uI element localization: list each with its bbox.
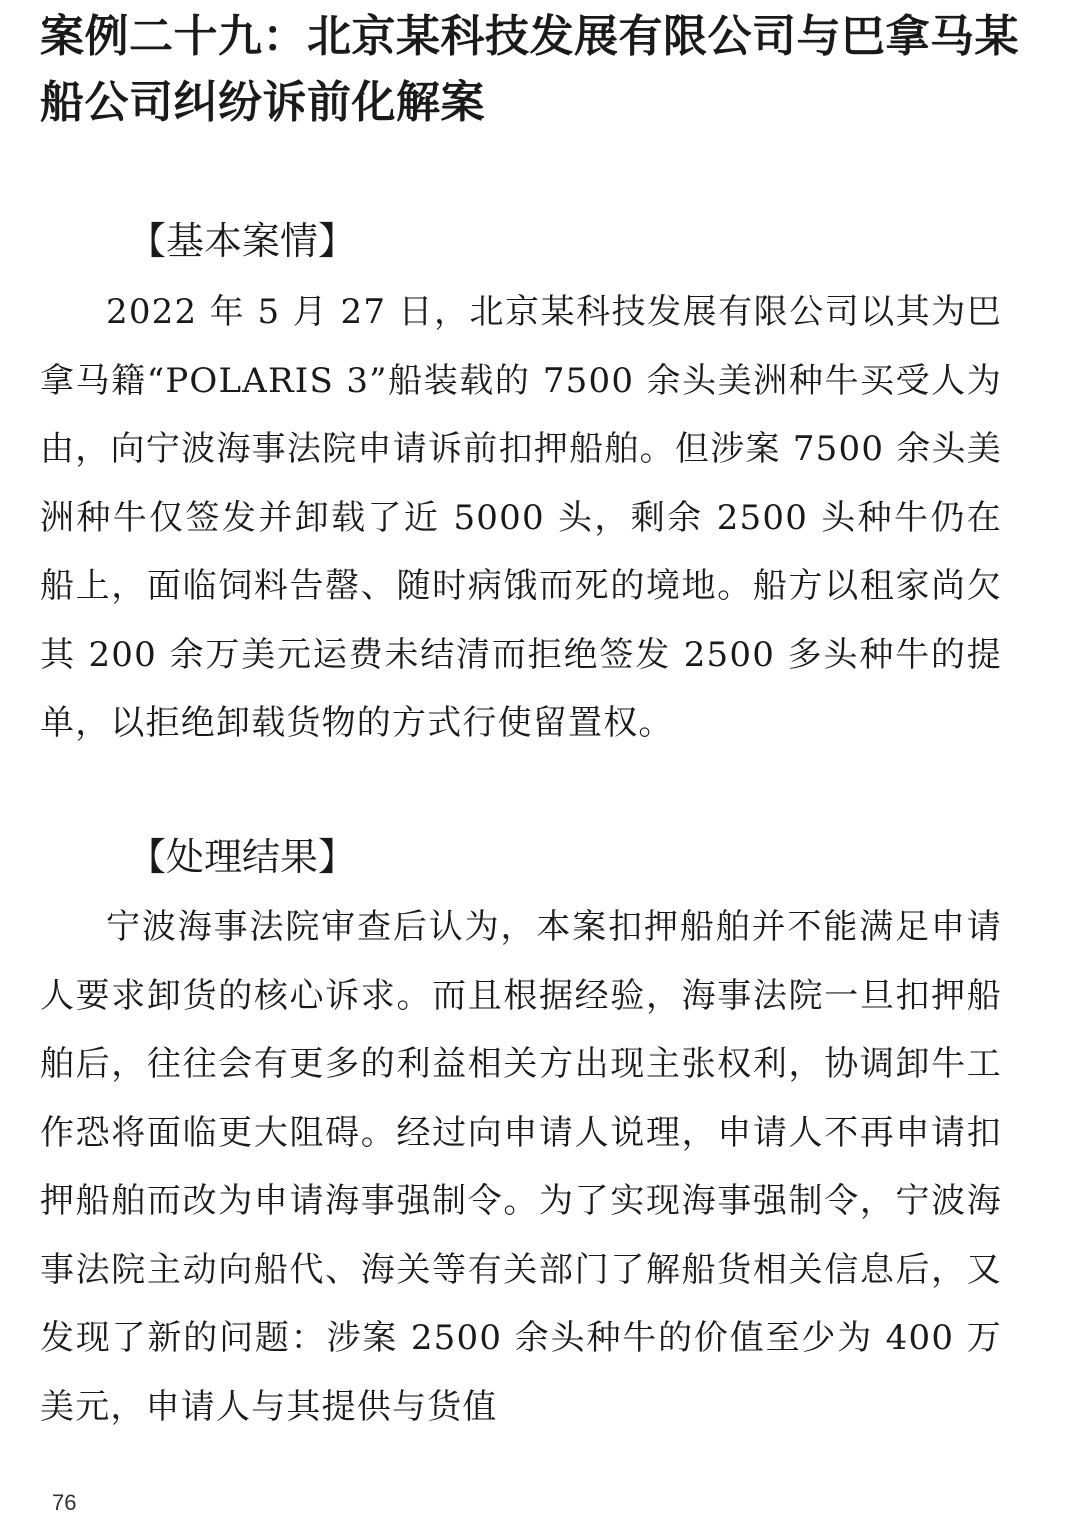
section-body-result: 宁波海事法院审查后认为，本案扣押船舶并不能满足申请人要求卸货的核心诉求。而且根据经验，海事法院一旦扣押船舶后，往往会有更多的利益相关方出现主张权利，协调卸牛工作恐将面临更大阻碍。经过向申请人说理，申请人不再申请扣押船舶而改为申请海事强制令。为了实现海事强制令，宁波海事法院主动向船代、海关等有关部门了解船货相关信息后，又发现了新的问题：涉案 2500 余头种牛的价值至少为 400 万美元，申请人与其提供与货值 (40, 907, 1002, 1427)
section-body-basic-facts: 2022 年 5 月 27 日，北京某科技发展有限公司以其为巴拿马籍“POLARIS 3”船装载的 7500 余头美洲种牛买受人为由，向宁波海事法院申请诉前扣押船舶。但涉案 7500 余头美洲种牛仅签发并卸载了近 5000 头，剩余 2500 头种牛仍在船上，面临饲料告罄、随时病饿而死的境地。船方以租家尚欠其 200 余万美元运费未结清而拒绝签发 2500 多头种牛的提单，以拒绝卸载货物的方式行使留置权。 (40, 292, 1003, 743)
section-heading-result: 【处理结果】 (128, 835, 357, 879)
section-heading-basic-facts: 【基本案情】 (128, 219, 357, 263)
case-title: 案例二十九：北京某科技发展有限公司与巴拿马某船公司纠纷诉前化解案 (40, 11, 1019, 128)
page-number: 76 (52, 1490, 77, 1515)
